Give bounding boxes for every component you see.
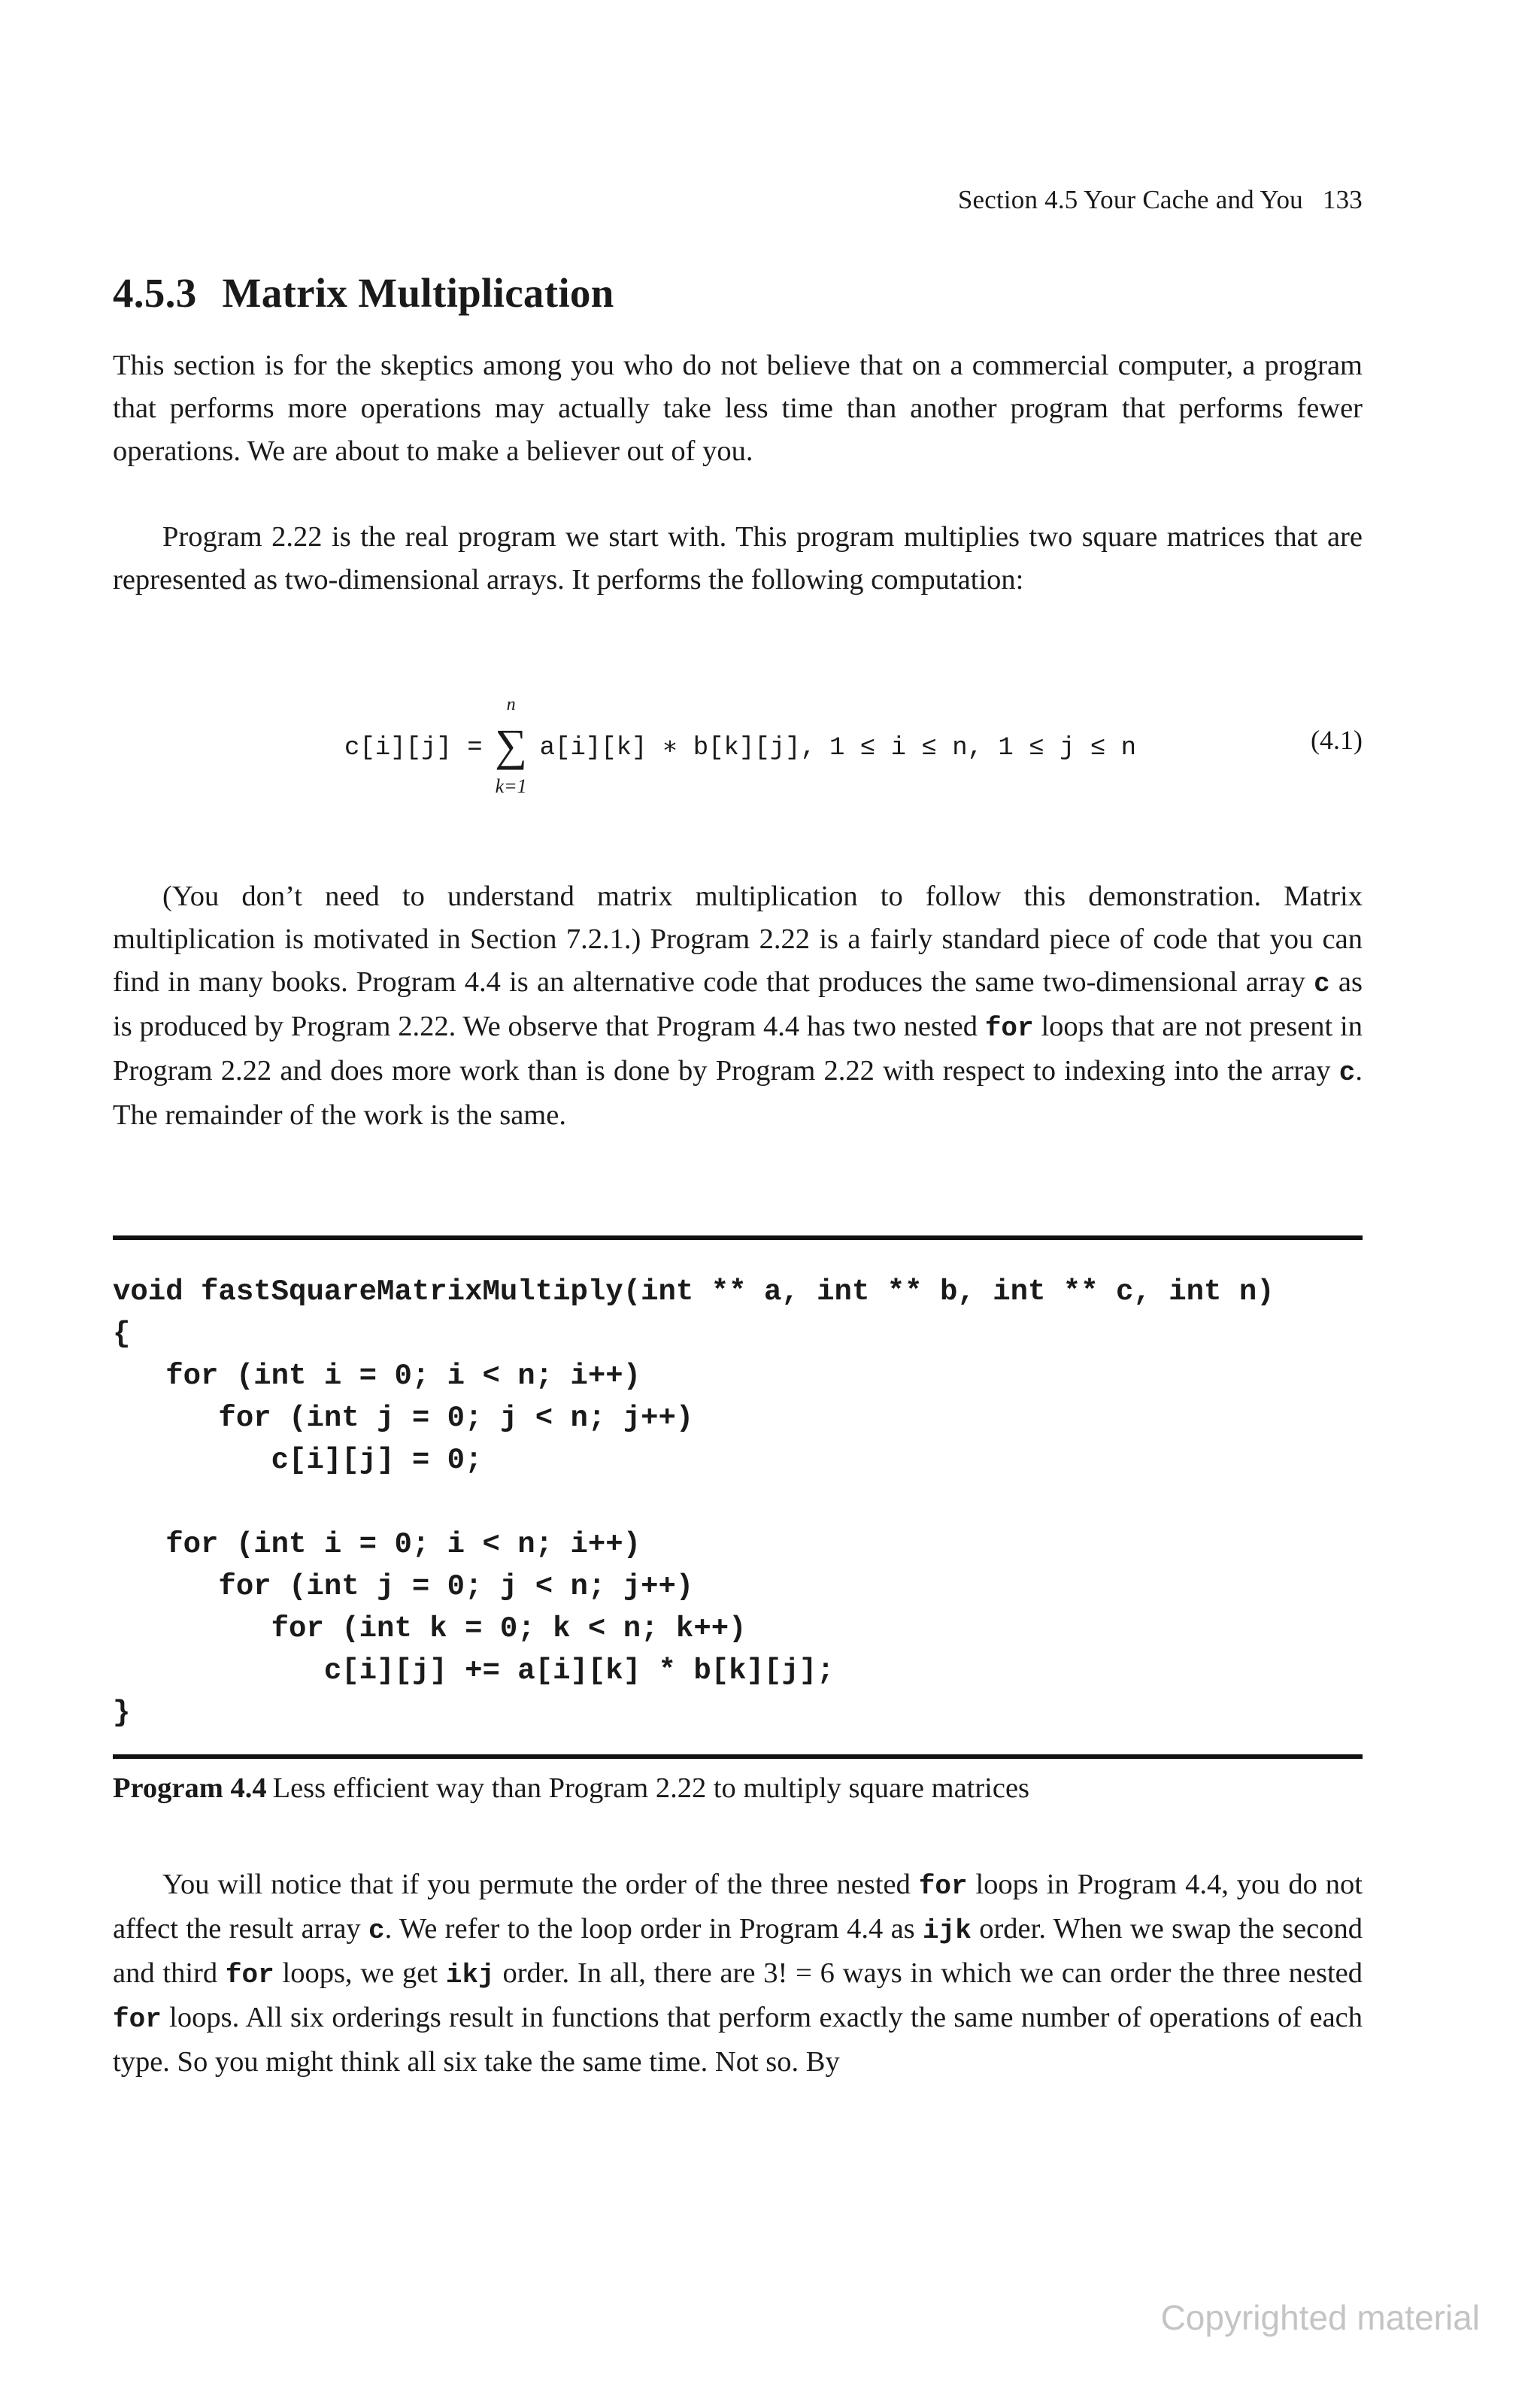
page-number: 133 <box>1322 185 1363 214</box>
copyright-watermark: Copyrighted material <box>1160 2298 1480 2337</box>
inline-code: for <box>113 2004 162 2035</box>
section-heading <box>113 269 614 317</box>
program-bottom-rule <box>113 1754 1363 1759</box>
text-run: as is produced by Program 2.22. We observe that Program 4.4 has two nested <box>113 966 1363 1042</box>
inline-code: c <box>1314 969 1330 999</box>
program-intro-paragraph: Program 2.22 is the real program we start with. This program multiplies two square matrices that are represented as two-dimensional arrays. It performs the following computation: <box>113 521 1363 596</box>
book-page <box>113 0 1363 2392</box>
summation-upper-limit: n <box>506 695 516 714</box>
loop-order-paragraph <box>113 1863 1363 2084</box>
inline-code: for <box>225 1960 274 1990</box>
equation-lhs: c[i][j] = <box>344 734 483 762</box>
equation-4-1 <box>113 688 1363 816</box>
text-run: . The remainder of the work is the same. <box>113 1055 1363 1131</box>
program-caption <box>113 1772 1029 1805</box>
inline-code: c <box>368 1915 385 1946</box>
text-run: loops. All six orderings result in functions that perform exactly the same number of operations of each type. So you might think all six take the same time. Not so. By <box>113 2002 1363 2078</box>
equation-number: (4.1) <box>1311 725 1363 755</box>
section-number: 4.5.3 <box>113 270 197 316</box>
text-run: loops, we get <box>274 1957 446 1989</box>
inline-code: ijk <box>923 1915 972 1946</box>
equation-conditions: 1 ≤ i ≤ n, 1 ≤ j ≤ n <box>829 734 1137 762</box>
summation-lower-limit: k=1 <box>495 775 527 797</box>
text-run: . We refer to the loop order in Program 4.4 as <box>384 1913 923 1945</box>
inline-code: for <box>984 1013 1034 1044</box>
intro-paragraph: This section is for the skeptics among you who do not believe that on a commercial computer, a program that performs more operations may actually take less time than another program that performs fewer operations. We are about to make a believer out of you. <box>113 350 1363 467</box>
text-run: order. When we swap the second and third <box>113 1913 1363 1989</box>
section-title: Matrix Multiplication <box>222 270 614 316</box>
program-code-listing: void fastSquareMatrixMultiply(int ** a, int ** b, int ** c, int n) { for (int i = 0; i < n; i++) for (int j = 0; j < n; j++) c[i][j] = 0; for (int i = 0; i < n; i++) for (int j = 0; j < n; j++) for (int k = 0; k < n; k++) c[i][j] += a[i][k] * b[k][j]; } <box>113 1275 1275 1730</box>
equation-body <box>344 695 1137 797</box>
inline-code: ikj <box>445 1960 495 1990</box>
text-run: (You don’t need to understand matrix multiplication to follow this demonstration. Matrix multiplication is motivated in Section 7.2.1.) Program 2.22 is a fairly standard piece of code that you can find in many books. Program 4.4 is an alternative code that produces the same two-dimensional array <box>113 881 1363 998</box>
summation-symbol: ∑ n k=1 <box>490 730 533 760</box>
inline-code: for <box>918 1871 968 1902</box>
text-run: loops in Program 4.4, you do not affect the result array <box>113 1869 1363 1945</box>
text-run: You will notice that if you permute the order of the three nested <box>162 1869 919 1900</box>
text-run: loops that are not present in Program 2.22 and does more work than is done by Program 2.22 with respect to indexing into the array <box>113 1011 1363 1087</box>
equation-term: a[i][k] ∗ b[k][j], <box>539 734 816 762</box>
explanation-paragraph <box>113 875 1363 1137</box>
inline-code: c <box>1338 1057 1356 1088</box>
program-top-rule <box>113 1235 1363 1240</box>
running-head <box>958 185 1363 215</box>
text-run: order. In all, there are 3! = 6 ways in which we can order the three nested <box>494 1957 1363 1989</box>
running-head-section: Section 4.5 Your Cache and You <box>957 185 1303 214</box>
caption-label: Program 4.4 <box>113 1772 267 1804</box>
caption-text: Less efficient way than Program 2.22 to multiply square matrices <box>272 1772 1030 1804</box>
